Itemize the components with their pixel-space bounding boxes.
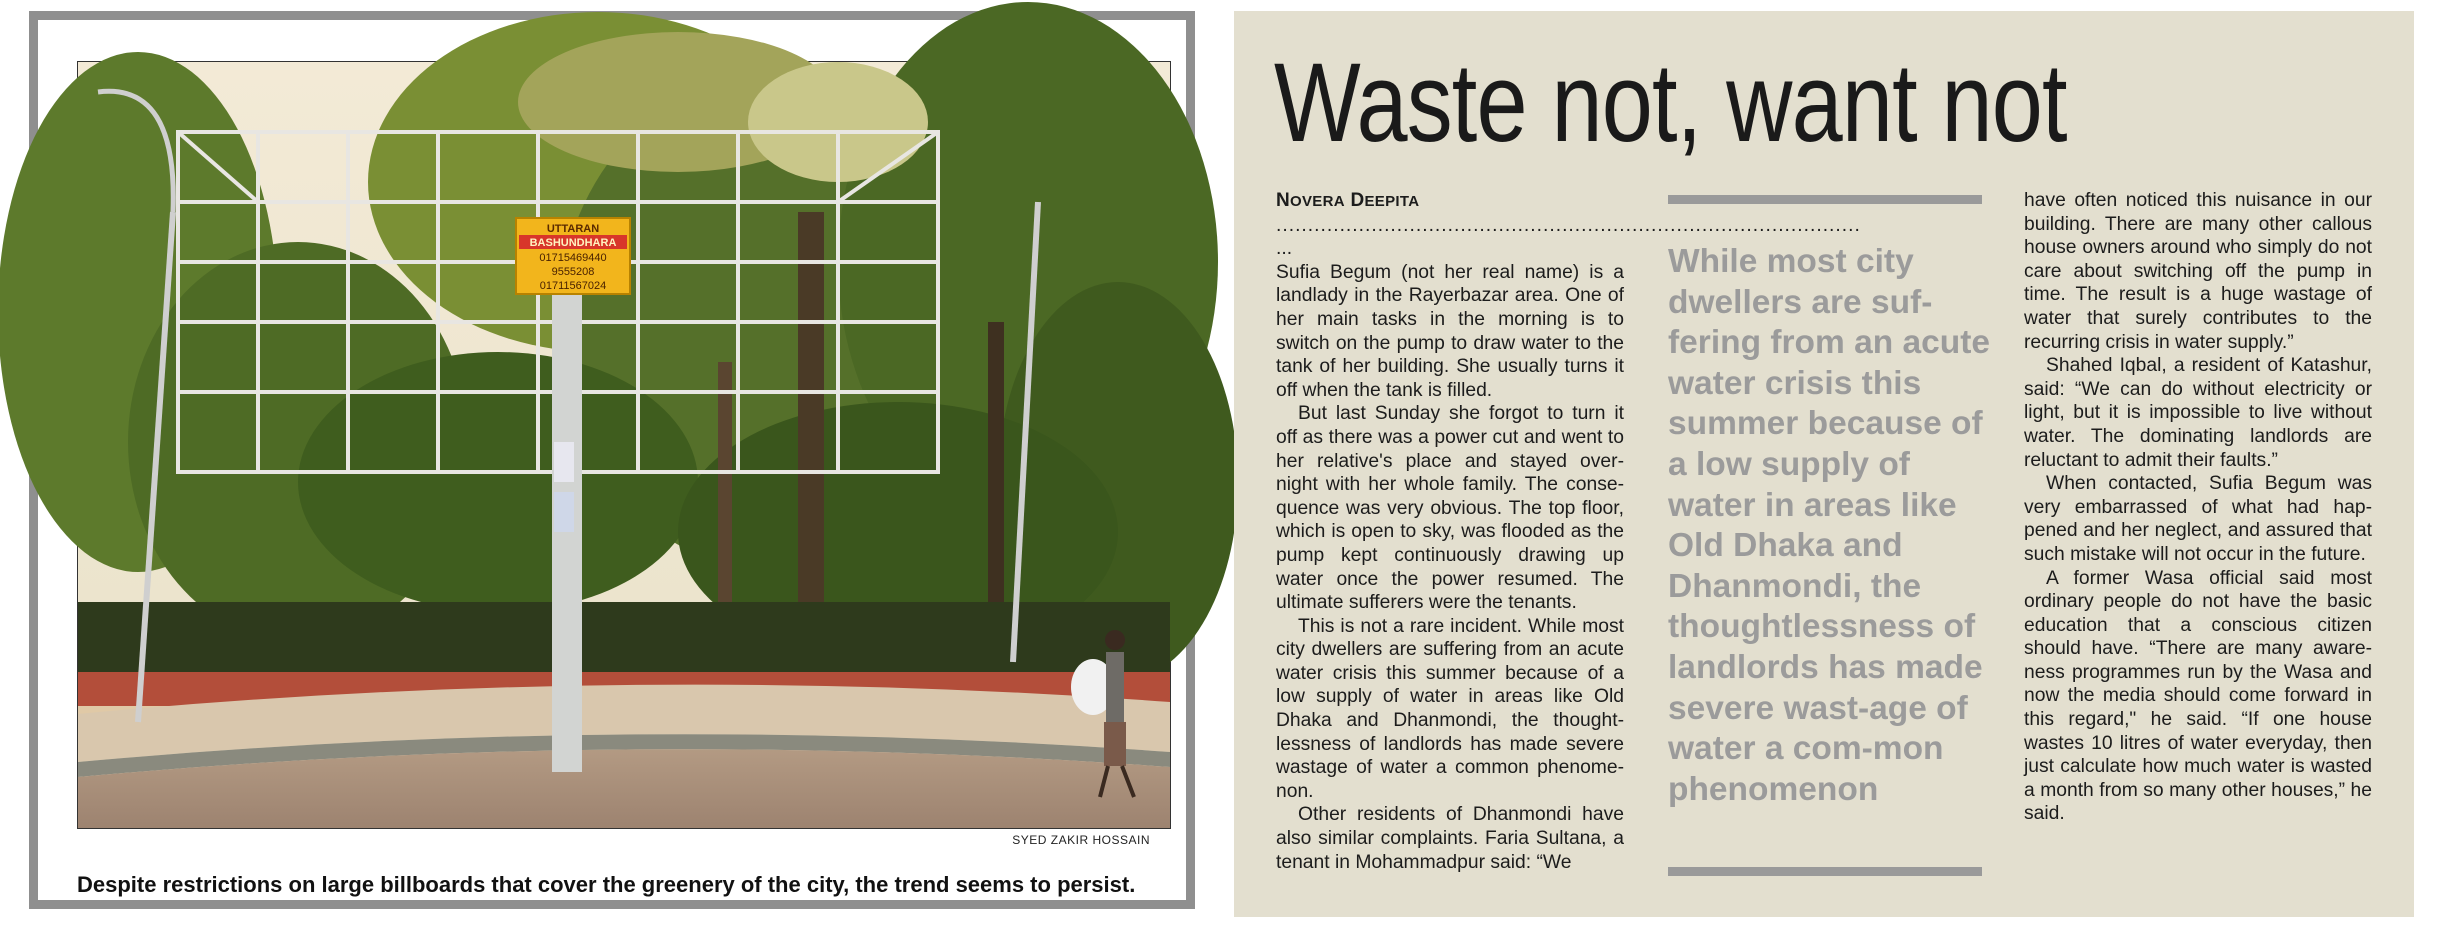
paragraph: Shahed Iqbal, a resident of Katashur, said: “We can do without electricity or light, but it is impossible to live without water. The dominating landlords are reluctant to admit their faults.” — [2024, 355, 2372, 471]
paragraph: A former Wasa official said most ordinary people do not have the basic education that a conscious citizen should have. “There are many aware-ness programmes run by the Wasa and now the media should come forward in this regard," he said. “If one house wastes 10 litres of water everyday, then just calculate how much water is wasted a month from so many other houses,” he said. — [2024, 567, 2372, 825]
byline-first-initial: N — [1276, 190, 1291, 211]
tree-canopy — [0, 2, 1238, 682]
sign-line-2: BASHUNDHARA — [529, 237, 617, 249]
sign-line-5: 01711567024 — [539, 280, 607, 292]
article-column-3 — [2024, 189, 2372, 826]
pullquote-rule-bottom — [1668, 867, 1982, 876]
byline-last-initial: D — [1350, 190, 1365, 211]
photo-illustration — [78, 62, 1170, 828]
sign-line-3: 01715469440 — [539, 252, 607, 264]
sign-line-1: UTTARAN — [546, 223, 600, 235]
paragraph: have often noticed this nuisance in our building. There are many other callous house owners around who simply do not care about switching off the pump in time. The result is a huge wastage of water that surely contributes to the recurring crisis in water supply.” — [2024, 190, 2372, 353]
byline-first-rest: OVERA — [1290, 193, 1345, 210]
paragraph: This is not a rare incident. While most city dwellers are suffering from an acute water crisis this summer because of a low supply of water in areas like Old Dhaka and Dhanmondi, the thought-lessness of landlords has made severe wastage of water a common phenome-non. — [1276, 615, 1624, 802]
billboard-photo — [77, 61, 1171, 829]
photo-caption: Despite restrictions on large billboards that cover the greenery of the city, the trend seems to persist. — [77, 872, 1136, 897]
paragraph: When contacted, Sufia Begum was very embarrassed of what had hap-pened and her neglect, and assured that such mistake will not occur in the future. — [2024, 473, 2372, 565]
sign-line-4: 9555208 — [551, 266, 595, 278]
photo-frame — [29, 11, 1195, 909]
paragraph: ... — [1276, 238, 1293, 260]
article-column-1 — [1276, 189, 1861, 874]
headline: Waste not, want not — [1274, 40, 2067, 165]
paragraph: Sufia Begum (not her real name) is a landlady in the Rayerbazar area. One of her main tasks in the morning is to switch on the pump to draw water to the tank of her building. She usually turns it off when the tank is filled. — [1276, 261, 1624, 401]
pullquote-rule-top — [1668, 195, 1982, 204]
photo-credit: SYED ZAKIR HOSSAIN — [1012, 833, 1150, 847]
paragraph: But last Sunday she forgot to turn it off as there was a power cut and went to her relative's place and stayed over-night with her whole family. The conse-quence was very obvious. The top floor, which is open to sky, was flooded as the pump kept continuously drawing up water once the power resumed. The ultimate sufferers were the tenants. — [1276, 403, 1624, 614]
byline — [1276, 189, 1624, 214]
byline-last-rest: EEPITA — [1364, 193, 1420, 210]
paragraph: Other residents of Dhanmondi have also similar complaints. Faria Sultana, a tenant in Mohammadpur said: “We — [1276, 804, 1624, 873]
pullquote: While most city dwellers are suf-fering from an acute water crisis this summer because of a low supply of water in areas like Old Dhaka and Dhanmondi, the thoughtlessness of landlords has made severe wast-age of water a com-mon phenomenon — [1668, 243, 1991, 808]
article-panel — [1234, 11, 2414, 917]
byline-separator: ............................................................................................ — [1276, 214, 1861, 236]
